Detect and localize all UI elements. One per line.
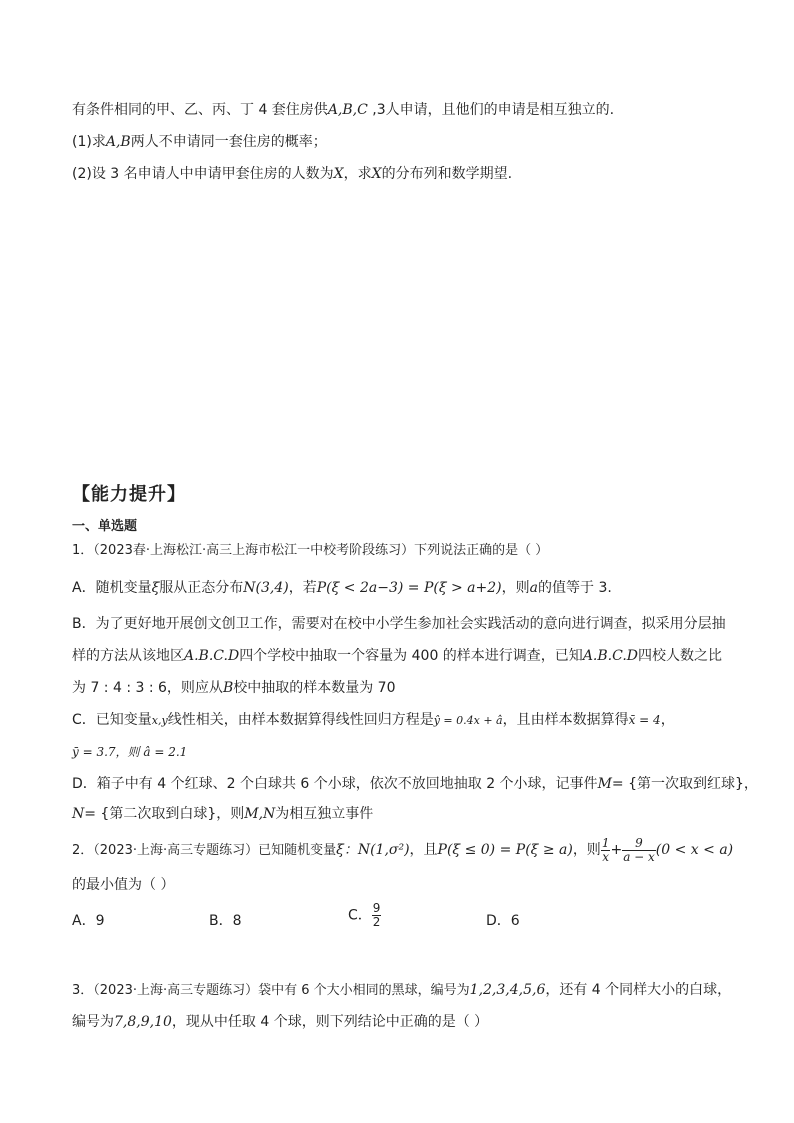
q2-mid2: ，则 [572, 842, 601, 858]
q2-fraction-1 [601, 837, 611, 864]
opt-d-l1: D．箱子中有 4 个红球、2 个白球共 6 个小球，依次不放回地抽取 2 个小球，记事件 [72, 776, 598, 792]
opt-a-mid3: ，则 [501, 580, 530, 596]
opt-b-l2-mid: 四个学校中抽取一个容量为 400 的样本进行调查，已知 [239, 648, 583, 664]
frac1-num: 1 [601, 835, 610, 850]
q1-head: 1．（2023春·上海松江·高三上海市松江一中校考阶段练习）下列说法正确的是（ ） [72, 543, 549, 558]
q1-option-b-line2 [72, 646, 722, 666]
opt-a-pre: A．随机变量 [72, 580, 152, 596]
opt-d-l2-mid: = {第二次取到白球}，则 [84, 806, 245, 822]
opt-b-l2-vars2: A.B.C.D [582, 648, 638, 664]
q3-l1-nums: 1,2,3,4,5,6 [469, 982, 546, 998]
q3-l1-post: ，还有 4 个同样大小的白球， [545, 982, 732, 998]
q3-l2-post: ，现从中任取 4 个球，则下列结论中正确的是（ ） [171, 1014, 489, 1030]
top-question-2 [72, 164, 512, 184]
q2-plus: + [610, 842, 623, 858]
opt-a-post: 的值等于 3. [538, 580, 612, 596]
q2-post: 的分布列和数学期望. [381, 166, 513, 182]
opt-a-mid2: ，若 [288, 580, 317, 596]
opt-b-l2-post: 四校人数之比 [638, 648, 722, 664]
q1-option-b-line1: B．为了更好地开展创文创卫工作，需要对在校中小学生参加社会实践活动的意向进行调查，拟采用分层抽 [72, 616, 726, 632]
frac2-num: 9 [622, 837, 656, 851]
q2-line2: 的最小值为（ ） [72, 877, 175, 893]
opt-a-dist: N(3,4) [243, 580, 289, 596]
q2-prob: P(ξ ≤ 0) = P(ξ ≥ a) [437, 842, 573, 858]
opt-a-xi: ξ [151, 580, 160, 596]
top-question-1 [72, 132, 327, 152]
optc-num: 9 [372, 901, 381, 915]
q1-option-c-line2: ȳ = 3.7，则 â = 2.1 [72, 745, 188, 759]
opt-c-eq: ŷ = 0.4x + â [433, 714, 503, 727]
opt-d-l2-post: 为相互独立事件 [275, 806, 374, 822]
opt-b-l2-pre: 样的方法从该地区 [72, 648, 184, 664]
opt-a-mid: 服从正态分布 [159, 580, 244, 596]
q2-pre: (2)设 3 名申请人中申请甲套住房的人数为 [72, 166, 334, 182]
opt-b-l3-pre: 为 7 : 4 : 3 : 6，则应从 [72, 680, 223, 696]
q1-option-b-line3 [72, 678, 396, 698]
frac1-den: x [602, 849, 610, 864]
opt-c-mid: 线性相关，由样本数据算得线性回归方程是 [167, 712, 434, 728]
q1-post: 两人不申请同一套住房的概率； [130, 134, 327, 150]
q2-option-c-fraction [372, 902, 382, 929]
section-title: 【能力提升】 [72, 484, 186, 505]
intro-text: 有条件相同的甲、乙、丙、丁 4 套住房供 [72, 102, 328, 118]
q1-pre: (1)求 [72, 134, 106, 150]
q2-dist: ：N(1,σ²) [343, 842, 410, 858]
opt-d-var-n: N [72, 806, 85, 822]
opt-d-vars: M,N [244, 806, 276, 822]
opt-d-var-m: M [597, 776, 612, 792]
q2-option-c [348, 902, 381, 929]
opt-c-xbar: x̄ = 4 [628, 713, 661, 727]
q2-mid: ，求 [343, 166, 372, 182]
q2-var2: X [371, 166, 382, 182]
q1-vars: A,B [105, 134, 131, 150]
opt-b-l3-post: 校中抽取的样本数量为 70 [233, 680, 396, 696]
q2-cond: (0 < x < a) [655, 842, 734, 858]
q2-option-b: B．8 [209, 913, 242, 929]
opt-c-post: ， [660, 712, 675, 728]
opt-c-pre: C．已知变量 [72, 712, 152, 728]
q2-var: X [333, 166, 344, 182]
q2-fraction-2 [622, 837, 656, 864]
q2-head-pre: 2．（2023·上海·高三专题练习）已知随机变量 [72, 843, 337, 858]
q2-head [72, 836, 733, 865]
opt-b-l2-vars: A.B.C.D [184, 648, 240, 664]
opt-b-l3-var: B [222, 680, 234, 696]
q2-mid: ，且 [409, 842, 438, 858]
q1-option-c-line1 [72, 710, 675, 731]
q1-option-a [72, 578, 612, 598]
q2-option-d: D．6 [486, 913, 520, 929]
frac2-den: a − x [623, 849, 655, 864]
q2-option-a: A．9 [72, 913, 105, 929]
q2-xi: ξ [336, 842, 344, 858]
optc-den: 2 [372, 915, 381, 929]
q3-l2-pre: 编号为 [72, 1014, 114, 1030]
intro-text-end: 3人申请，且他们的申请是相互独立的. [376, 102, 615, 118]
opt-a-prob: P(ξ < 2a−3) = P(ξ > a+2) [316, 580, 502, 596]
intro-vars: A,B,C [327, 102, 368, 118]
opt-c-mid2: ，且由样本数据算得 [502, 712, 629, 728]
q3-line1 [72, 980, 731, 1001]
q3-l2-nums: 7,8,9,10 [114, 1014, 172, 1030]
opt-c-vars: x,y [151, 714, 168, 727]
q3-line2 [72, 1012, 488, 1032]
opt-a-var: a [529, 580, 538, 596]
opt-c-label: C． [348, 907, 372, 924]
opt-d-l1-post: = {第一次取到红球}， [611, 776, 758, 792]
q1-option-d-line2 [72, 804, 373, 824]
section-subtitle: 一、单选题 [72, 519, 138, 534]
q1-option-d-line1 [72, 774, 758, 794]
intro-line: 有条件相同的甲、乙、丙、丁 4 套住房供A,B,C ,3人申请，且他们的申请是相互独立的. [72, 102, 615, 118]
q3-l1-pre: 3．（2023·上海·高三专题练习）袋中有 6 个大小相同的黑球，编号为 [72, 983, 470, 998]
